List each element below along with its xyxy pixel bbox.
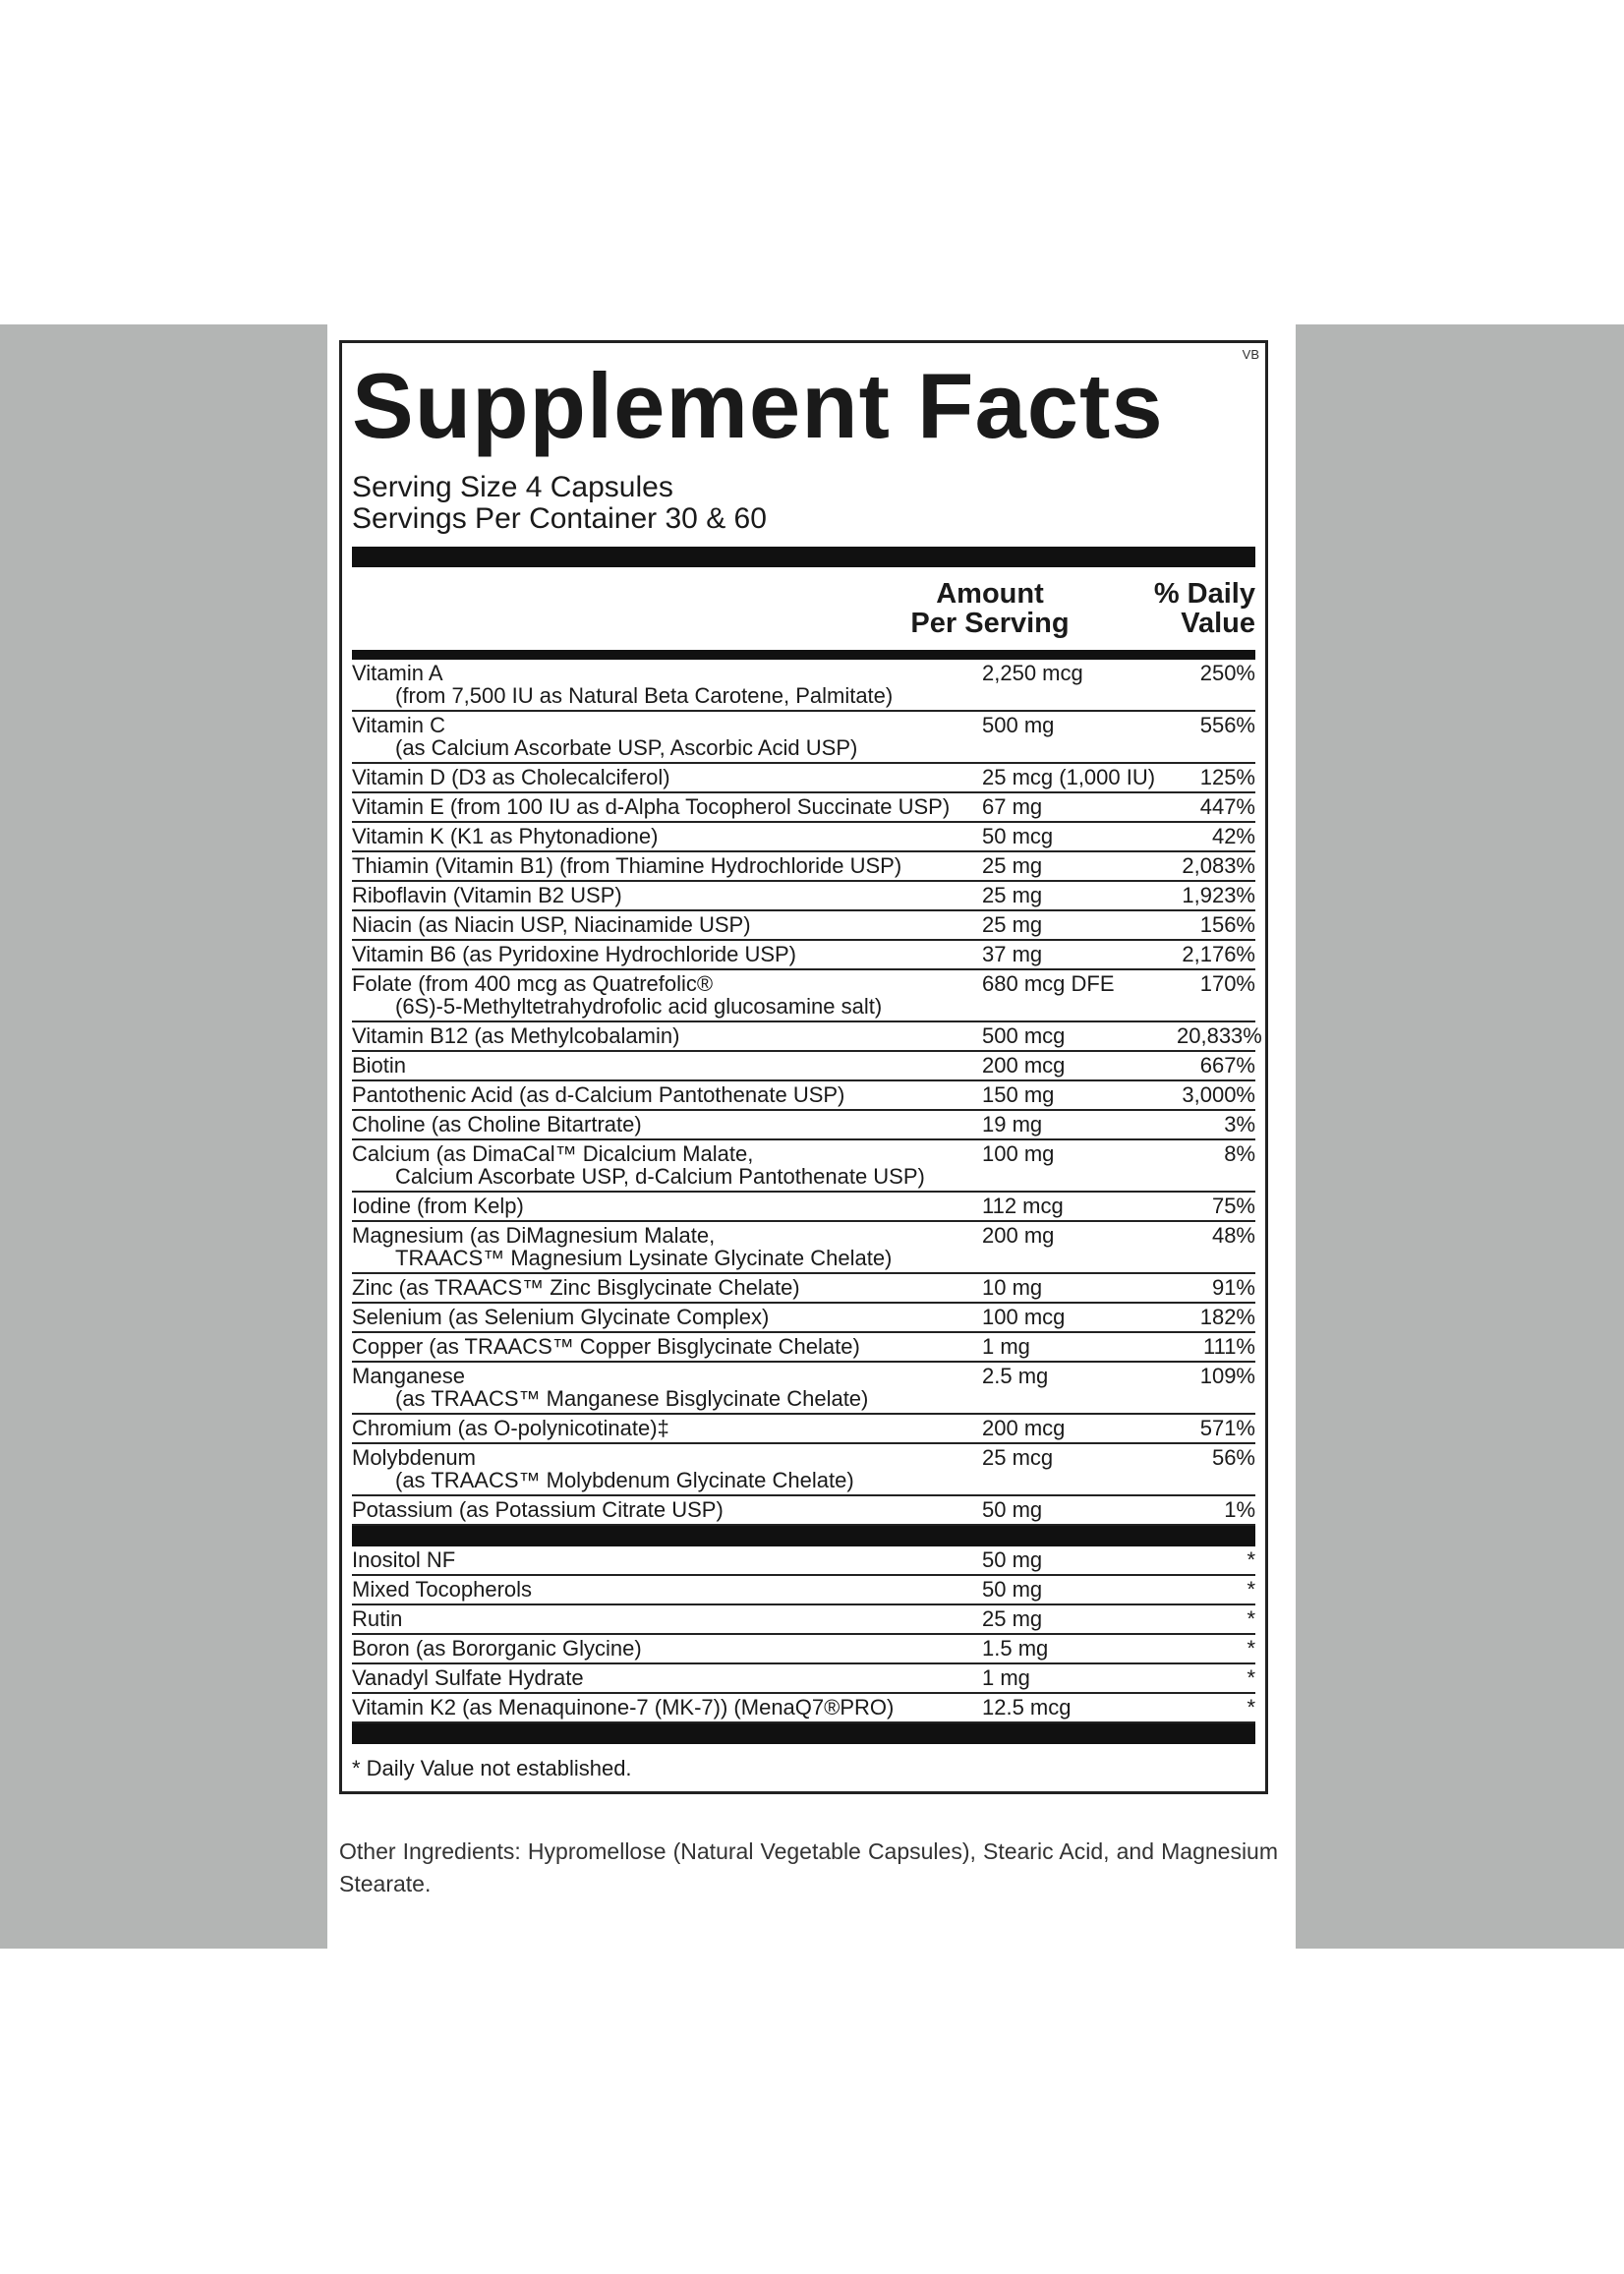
daily-value: 1%: [1224, 1497, 1255, 1522]
table-row: [352, 1222, 1255, 1274]
nutrient-name: Vitamin K (K1 as Phytonadione): [352, 824, 659, 848]
header-amount-line1: Amount: [936, 578, 1044, 610]
table-row: [352, 882, 1255, 911]
amount-per-serving: 500 mg: [982, 713, 1055, 737]
nutrient-name: Niacin (as Niacin USP, Niacinamide USP): [352, 912, 751, 937]
nutrient-name: Manganese: [352, 1364, 465, 1388]
nutrient-name: Magnesium (as DiMagnesium Malate,: [352, 1223, 716, 1248]
daily-value: 556%: [1199, 713, 1255, 737]
nutrient-source: (as Calcium Ascorbate USP, Ascorbic Acid USP): [395, 735, 858, 760]
daily-value: 2,176%: [1182, 942, 1255, 966]
other-rows: [352, 1546, 1255, 1723]
daily-value: 111%: [1202, 1334, 1255, 1359]
nutrient-name-cell: [352, 1142, 970, 1188]
daily-value: 48%: [1211, 1223, 1255, 1248]
daily-value: *: [1247, 1665, 1255, 1690]
amount-per-serving: 500 mcg: [982, 1023, 1066, 1048]
table-row: [352, 1664, 1255, 1694]
table-row: [352, 712, 1255, 764]
footnote: * Daily Value not established.: [352, 1756, 632, 1780]
daily-value: *: [1247, 1695, 1255, 1720]
thick-divider: [352, 547, 1255, 567]
table-row: [352, 793, 1255, 823]
nutrient-name-cell: [352, 1637, 970, 1660]
daily-value: 8%: [1224, 1141, 1255, 1166]
table-row: [352, 823, 1255, 852]
amount-per-serving: 50 mg: [982, 1547, 1043, 1572]
label-title: Supplement Facts: [352, 354, 1164, 457]
nutrient-name-cell: [352, 1335, 970, 1358]
table-row: [352, 1415, 1255, 1444]
nutrient-name-cell: [352, 1607, 970, 1630]
nutrient-name-cell: [352, 943, 970, 965]
amount-per-serving: 112 mcg: [982, 1194, 1064, 1218]
daily-value: 250%: [1199, 661, 1255, 685]
amount-per-serving: 1.5 mg: [982, 1636, 1049, 1661]
table-row: [352, 1576, 1255, 1605]
nutrient-name-cell: [352, 1195, 970, 1217]
nutrient-source: TRAACS™ Magnesium Lysinate Glycinate Chelate): [395, 1246, 893, 1270]
amount-per-serving: 1 mg: [982, 1665, 1030, 1690]
table-row: [352, 1333, 1255, 1363]
nutrient-name-cell: [352, 1306, 970, 1328]
nutrient-name-cell: [352, 1548, 970, 1571]
amount-per-serving: 25 mcg: [982, 1445, 1054, 1470]
nutrient-name: Selenium (as Selenium Glycinate Complex): [352, 1305, 770, 1329]
amount-per-serving: 25 mcg (1,000 IU): [982, 765, 1156, 789]
daily-value: *: [1247, 1636, 1255, 1661]
amount-per-serving: 200 mg: [982, 1223, 1055, 1248]
right-gray-band: [1296, 324, 1624, 1949]
daily-value: 170%: [1199, 971, 1255, 996]
amount-per-serving: 50 mg: [982, 1577, 1043, 1602]
amount-per-serving: 200 mcg: [982, 1053, 1066, 1078]
nutrient-name-cell: [352, 1024, 970, 1047]
nutrient-name: Riboflavin (Vitamin B2 USP): [352, 883, 622, 907]
amount-per-serving: 2.5 mg: [982, 1364, 1049, 1388]
nutrient-name: Pantothenic Acid (as d-Calcium Pantothenate USP): [352, 1082, 845, 1107]
nutrient-name-cell: [352, 766, 970, 788]
table-row: [352, 1605, 1255, 1635]
daily-value: 75%: [1211, 1194, 1255, 1218]
amount-per-serving: 67 mg: [982, 794, 1043, 819]
nutrient-name-cell: [352, 1113, 970, 1136]
daily-value: 91%: [1211, 1275, 1255, 1300]
nutrient-name: Vitamin E (from 100 IU as d-Alpha Tocopherol Succinate USP): [352, 794, 951, 819]
amount-per-serving: 10 mg: [982, 1275, 1043, 1300]
amount-per-serving: 680 mcg DFE: [982, 971, 1115, 996]
nutrient-name: Boron (as Bororganic Glycine): [352, 1636, 642, 1661]
table-row: [352, 660, 1255, 712]
nutrient-rows: [352, 660, 1262, 1526]
table-row: [352, 1274, 1255, 1304]
amount-per-serving: 1 mg: [982, 1334, 1030, 1359]
table-row: [352, 911, 1255, 941]
header-dv-line1: % Daily: [1153, 578, 1255, 610]
nutrient-name-cell: [352, 972, 970, 1018]
nutrient-name: Potassium (as Potassium Citrate USP): [352, 1497, 724, 1522]
nutrient-name-cell: [352, 1696, 970, 1719]
daily-value: *: [1247, 1577, 1255, 1602]
daily-value: 3,000%: [1182, 1082, 1255, 1107]
corner-code: VB: [1242, 347, 1259, 362]
nutrient-source: (from 7,500 IU as Natural Beta Carotene, Palmitate): [395, 683, 894, 708]
table-row: [352, 941, 1255, 970]
table-row: [352, 970, 1255, 1022]
nutrient-source: (6S)-5-Methyltetrahydrofolic acid glucosamine salt): [395, 994, 883, 1019]
table-row: [352, 1304, 1255, 1333]
nutrient-name-cell: [352, 795, 970, 818]
table-row: [352, 1694, 1255, 1723]
nutrient-name: Molybdenum: [352, 1445, 476, 1470]
nutrient-name-cell: [352, 1446, 970, 1491]
thick-divider: [352, 1526, 1255, 1546]
nutrient-name-cell: [352, 854, 970, 877]
table-row: [352, 852, 1255, 882]
nutrient-name: Vitamin C: [352, 713, 445, 737]
nutrient-name-cell: [352, 1276, 970, 1299]
daily-value: *: [1247, 1606, 1255, 1631]
nutrient-name-cell: [352, 1498, 970, 1521]
nutrient-name: Copper (as TRAACS™ Copper Bisglycinate Chelate): [352, 1334, 860, 1359]
nutrient-name-cell: [352, 825, 970, 847]
amount-per-serving: 25 mg: [982, 1606, 1043, 1631]
nutrient-name: Folate (from 400 mcg as Quatrefolic®: [352, 971, 714, 996]
nutrient-name-cell: [352, 913, 970, 936]
nutrient-name: Biotin: [352, 1053, 407, 1078]
amount-per-serving: 200 mcg: [982, 1416, 1066, 1440]
nutrient-name-cell: [352, 714, 970, 759]
table-row: [352, 1363, 1255, 1415]
nutrient-name-cell: [352, 1666, 970, 1689]
nutrient-name: Vitamin B12 (as Methylcobalamin): [352, 1023, 680, 1048]
nutrient-name: Chromium (as O-polynicotinate)‡: [352, 1416, 669, 1440]
amount-per-serving: 37 mg: [982, 942, 1043, 966]
nutrient-name-cell: [352, 1365, 970, 1410]
nutrient-name-cell: [352, 662, 970, 707]
nutrient-name-cell: [352, 1578, 970, 1601]
daily-value: *: [1247, 1547, 1255, 1572]
daily-value: 447%: [1199, 794, 1255, 819]
nutrient-name-cell: [352, 884, 970, 906]
nutrient-name: Inositol NF: [352, 1547, 456, 1572]
nutrient-name: Vanadyl Sulfate Hydrate: [352, 1665, 584, 1690]
daily-value: 156%: [1199, 912, 1255, 937]
daily-value: 182%: [1199, 1305, 1255, 1329]
daily-value: 20,833%: [1177, 1023, 1262, 1048]
nutrient-name: Iodine (from Kelp): [352, 1194, 524, 1218]
amount-per-serving: 19 mg: [982, 1112, 1043, 1137]
amount-per-serving: 50 mg: [982, 1497, 1043, 1522]
servings-per-container: Servings Per Container 30 & 60: [352, 502, 767, 535]
table-row: [352, 764, 1255, 793]
nutrient-name: Thiamin (Vitamin B1) (from Thiamine Hydrochloride USP): [352, 853, 902, 878]
nutrient-name-cell: [352, 1083, 970, 1106]
daily-value: 109%: [1199, 1364, 1255, 1388]
nutrient-name-cell: [352, 1224, 970, 1269]
table-row: [352, 1496, 1255, 1526]
table-row: [352, 1111, 1255, 1140]
nutrient-name: Vitamin D (D3 as Cholecalciferol): [352, 765, 670, 789]
amount-per-serving: 2,250 mcg: [982, 661, 1083, 685]
amount-per-serving: 25 mg: [982, 883, 1043, 907]
serving-info: [352, 472, 1255, 535]
table-header: [352, 567, 1255, 660]
nutrient-name: Rutin: [352, 1606, 403, 1631]
daily-value: 56%: [1211, 1445, 1255, 1470]
table-row: [352, 1635, 1255, 1664]
nutrient-source: (as TRAACS™ Molybdenum Glycinate Chelate): [395, 1468, 854, 1492]
nutrient-source: (as TRAACS™ Manganese Bisglycinate Chelate): [395, 1386, 869, 1411]
header-dv-line2: Value: [1181, 608, 1255, 639]
table-row: [352, 1052, 1255, 1081]
nutrient-name: Vitamin K2 (as Menaquinone-7 (MK-7)) (MenaQ7®PRO): [352, 1695, 895, 1720]
daily-value: 1,923%: [1182, 883, 1255, 907]
daily-value: 42%: [1211, 824, 1255, 848]
header-amount: [887, 579, 1093, 638]
table-row: [352, 1140, 1255, 1193]
table-row: [352, 1546, 1255, 1576]
nutrient-name: Mixed Tocopherols: [352, 1577, 533, 1602]
thick-divider: [352, 1723, 1255, 1744]
header-amount-line2: Per Serving: [910, 608, 1070, 639]
header-daily-value: [1093, 579, 1255, 638]
nutrient-name-cell: [352, 1417, 970, 1439]
nutrient-name: Choline (as Choline Bitartrate): [352, 1112, 642, 1137]
table-row: [352, 1193, 1255, 1222]
amount-per-serving: 100 mg: [982, 1141, 1055, 1166]
amount-per-serving: 100 mcg: [982, 1305, 1066, 1329]
nutrient-name: Vitamin B6 (as Pyridoxine Hydrochloride USP): [352, 942, 796, 966]
amount-per-serving: 25 mg: [982, 912, 1043, 937]
daily-value: 3%: [1224, 1112, 1255, 1137]
nutrient-name: Zinc (as TRAACS™ Zinc Bisglycinate Chelate): [352, 1275, 800, 1300]
nutrient-name: Calcium (as DimaCal™ Dicalcium Malate,: [352, 1141, 754, 1166]
amount-per-serving: 12.5 mcg: [982, 1695, 1072, 1720]
nutrient-name: Vitamin A: [352, 661, 443, 685]
daily-value: 571%: [1199, 1416, 1255, 1440]
daily-value: 125%: [1199, 765, 1255, 789]
amount-per-serving: 150 mg: [982, 1082, 1055, 1107]
table-row: [352, 1444, 1255, 1496]
amount-per-serving: 25 mg: [982, 853, 1043, 878]
serving-size: Serving Size 4 Capsules: [352, 471, 673, 503]
table-row: [352, 1081, 1255, 1111]
table-row: [352, 1022, 1262, 1052]
daily-value: 667%: [1199, 1053, 1255, 1078]
left-gray-band: [0, 324, 327, 1949]
supplement-facts-label: [339, 340, 1268, 1794]
other-ingredients: Other Ingredients: Hypromellose (Natural Vegetable Capsules), Stearic Acid, and Magnesium Stearate.: [339, 1838, 1278, 1896]
daily-value: 2,083%: [1182, 853, 1255, 878]
amount-per-serving: 50 mcg: [982, 824, 1054, 848]
nutrient-name-cell: [352, 1054, 970, 1077]
nutrient-source: Calcium Ascorbate USP, d-Calcium Pantothenate USP): [395, 1164, 925, 1189]
